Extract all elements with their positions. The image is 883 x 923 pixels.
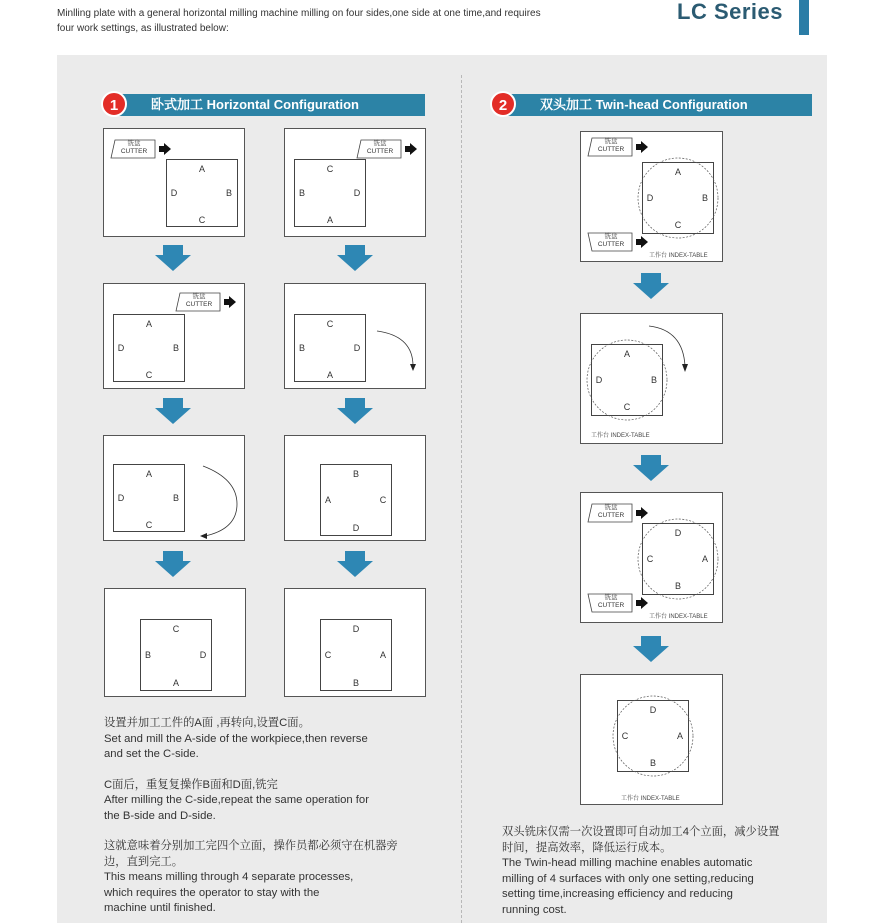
face-label-left: B xyxy=(144,650,151,660)
index-table-circle xyxy=(612,695,694,777)
column-divider xyxy=(461,75,462,923)
face-label-left: D xyxy=(646,193,654,203)
desc-cn-2: 时间，提高效率，降低运行成本。 xyxy=(502,841,672,854)
face-label-top: B xyxy=(352,469,359,479)
desc-en-1: The Twin-head milling machine enables automatic xyxy=(502,857,753,869)
diagram-box-right-4 xyxy=(580,674,723,805)
step-down-arrow xyxy=(155,245,191,271)
face-label-bottom: C xyxy=(145,520,153,530)
face-label-top: A xyxy=(623,349,630,359)
index-table-circle xyxy=(637,518,719,600)
step-down-arrow xyxy=(337,398,373,424)
cutter-label-en: CUTTER xyxy=(597,512,625,519)
face-label-left: C xyxy=(324,650,332,660)
face-label-bottom: C xyxy=(623,402,631,412)
workpiece xyxy=(294,314,366,382)
diagram-box-left-2 xyxy=(284,128,426,237)
desc-p2-en-2: the B-side and D-side. xyxy=(104,809,216,822)
desc-p3-en-1: This means milling through 4 separate processes, xyxy=(104,871,354,883)
cutter-tag xyxy=(586,503,632,523)
series-accent-bar xyxy=(799,0,809,35)
desc-p1-cn: 设置并加工工件的A面 ,再转向,设置C面。 xyxy=(104,717,310,729)
desc-en-3: setting time,increasing efficiency and reducing xyxy=(502,888,733,900)
step-number-badge: 2 xyxy=(490,91,516,117)
index-table-label: 工作台 INDEX-TABLE xyxy=(591,433,650,439)
twin-head-config-header xyxy=(500,94,812,116)
diagram-box-left-1 xyxy=(103,128,245,237)
face-label-left: D xyxy=(117,343,125,353)
face-label-right: A xyxy=(379,650,386,660)
face-label-bottom: B xyxy=(649,758,656,768)
step-down-arrow xyxy=(337,245,373,271)
face-label-left: D xyxy=(595,375,603,385)
face-label-right: B xyxy=(225,188,232,198)
face-label-bottom: C xyxy=(198,215,206,225)
diagram-box-left-4 xyxy=(284,283,426,389)
workpiece xyxy=(113,314,185,382)
step-down-arrow xyxy=(633,273,669,299)
desc-p3-en-2: which requires the operator to stay with the xyxy=(104,886,320,899)
workpiece xyxy=(113,464,185,532)
cutter-label-en: CUTTER xyxy=(366,148,394,155)
face-label-right: D xyxy=(353,343,361,353)
workpiece xyxy=(294,159,366,227)
cutter-tag xyxy=(586,137,632,157)
cutter-label-cn: 铣盘 xyxy=(604,504,618,511)
workpiece xyxy=(140,619,212,691)
face-label-top: C xyxy=(326,319,334,329)
face-label-top: A xyxy=(145,469,152,479)
face-label-bottom: D xyxy=(352,523,360,533)
diagram-box-left-6 xyxy=(284,435,426,541)
diagram-box-left-8 xyxy=(284,588,426,697)
face-label-right: C xyxy=(379,495,387,505)
face-label-right: B xyxy=(650,375,657,385)
step-down-arrow xyxy=(155,398,191,424)
face-label-left: C xyxy=(621,731,629,741)
face-label-bottom: C xyxy=(145,370,153,380)
face-label-bottom: A xyxy=(326,370,333,380)
cutter-label-cn: 铣盘 xyxy=(373,140,387,147)
intro-line-2: four work settings, as illustrated below: xyxy=(57,23,229,34)
face-label-right: D xyxy=(353,188,361,198)
face-label-bottom: B xyxy=(352,678,359,688)
face-label-top: C xyxy=(326,164,334,174)
workpiece xyxy=(320,464,392,536)
face-label-right: A xyxy=(676,731,683,741)
desc-p2-en-1: After milling the C-side,repeat the same operation for xyxy=(104,794,369,806)
intro-text xyxy=(57,6,657,36)
face-label-left: B xyxy=(298,188,305,198)
workpiece xyxy=(166,159,238,227)
step-number-badge: 1 xyxy=(101,91,127,117)
face-label-top: A xyxy=(145,319,152,329)
workpiece xyxy=(320,619,392,691)
face-label-left: D xyxy=(170,188,178,198)
desc-en-2: milling of 4 surfaces with only one setting,reducing xyxy=(502,872,754,885)
cutter-label-en: CUTTER xyxy=(185,301,213,308)
cutter-label-cn: 铣盘 xyxy=(127,140,141,147)
rotation-arrow xyxy=(373,326,423,376)
face-label-bottom: A xyxy=(172,678,179,688)
diagram-box-left-3 xyxy=(103,283,245,389)
desc-p3-cn-2: 边，直到完工。 xyxy=(104,855,184,868)
step-down-arrow xyxy=(633,636,669,662)
face-label-bottom: B xyxy=(674,581,681,591)
diagram-box-left-7 xyxy=(104,588,246,697)
desc-p3-cn-1: 这就意味着分别加工完四个立面，操作员都必须守在机器旁 xyxy=(104,840,398,852)
desc-p1-en-2: and set the C-side. xyxy=(104,748,199,760)
cutter-tag xyxy=(109,139,155,159)
desc-p1-en-1: Set and mill the A-side of the workpiece,then reverse xyxy=(104,732,368,745)
cutter-label-en: CUTTER xyxy=(597,602,625,609)
diagram-box-right-3 xyxy=(580,492,723,623)
series-title: LC Series xyxy=(677,0,783,24)
face-label-left: D xyxy=(117,493,125,503)
index-table-label: 工作台 INDEX-TABLE xyxy=(649,614,708,620)
rotation-arrow xyxy=(199,464,244,539)
face-label-right: A xyxy=(701,554,708,564)
diagram-box-right-1 xyxy=(580,131,723,262)
horizontal-config-title: 卧式加工 Horizontal Configuration xyxy=(151,97,359,112)
diagram-box-right-2 xyxy=(580,313,723,444)
rotation-arrow xyxy=(647,324,692,374)
cutter-label-cn: 铣盘 xyxy=(604,594,618,601)
desc-p2-cn: C面后，重复复操作B面和D面,铣完 xyxy=(104,778,278,791)
diagram-box-left-5 xyxy=(103,435,245,541)
face-label-right: B xyxy=(701,193,708,203)
face-label-right: B xyxy=(172,343,179,353)
desc-p3-en-3: machine until finished. xyxy=(104,902,216,914)
face-label-top: A xyxy=(674,167,681,177)
cutter-tag xyxy=(586,593,632,613)
face-label-bottom: C xyxy=(674,220,682,230)
cutter-tag xyxy=(174,292,220,312)
cutter-tag xyxy=(586,232,632,252)
twin-head-config-title: 双头加工 Twin-head Configuration xyxy=(540,97,748,112)
desc-cn-1: 双头铣床仅需一次设置即可自动加工4个立面，减少设置 xyxy=(502,826,780,838)
cutter-label-en: CUTTER xyxy=(597,146,625,153)
cutter-label-en: CUTTER xyxy=(597,241,625,248)
desc-en-4: running cost. xyxy=(502,903,567,916)
horizontal-description xyxy=(104,716,449,917)
step-down-arrow xyxy=(337,551,373,577)
face-label-top: C xyxy=(172,624,180,634)
face-label-top: D xyxy=(352,624,360,634)
horizontal-config-header xyxy=(111,94,425,116)
cutter-label-cn: 铣盘 xyxy=(604,138,618,145)
index-table-label: 工作台 INDEX-TABLE xyxy=(649,253,708,259)
index-table-label: 工作台 INDEX-TABLE xyxy=(621,796,680,802)
index-table-circle xyxy=(637,157,719,239)
face-label-right: D xyxy=(199,650,207,660)
cutter-label-cn: 铣盘 xyxy=(604,233,618,240)
step-down-arrow xyxy=(633,455,669,481)
face-label-top: D xyxy=(674,528,682,538)
face-label-left: C xyxy=(646,554,654,564)
face-label-top: A xyxy=(198,164,205,174)
twin-head-description xyxy=(502,825,822,918)
face-label-left: B xyxy=(298,343,305,353)
cutter-label-en: CUTTER xyxy=(120,148,148,155)
face-label-bottom: A xyxy=(326,215,333,225)
step-down-arrow xyxy=(155,551,191,577)
face-label-left: A xyxy=(324,495,331,505)
cutter-tag xyxy=(355,139,401,159)
face-label-top: D xyxy=(649,705,657,715)
face-label-right: B xyxy=(172,493,179,503)
intro-line-1: Minlling plate with a general horizontal milling machine milling on four sides,one side at one time,and requires xyxy=(57,8,541,19)
cutter-label-cn: 铣盘 xyxy=(192,293,206,300)
